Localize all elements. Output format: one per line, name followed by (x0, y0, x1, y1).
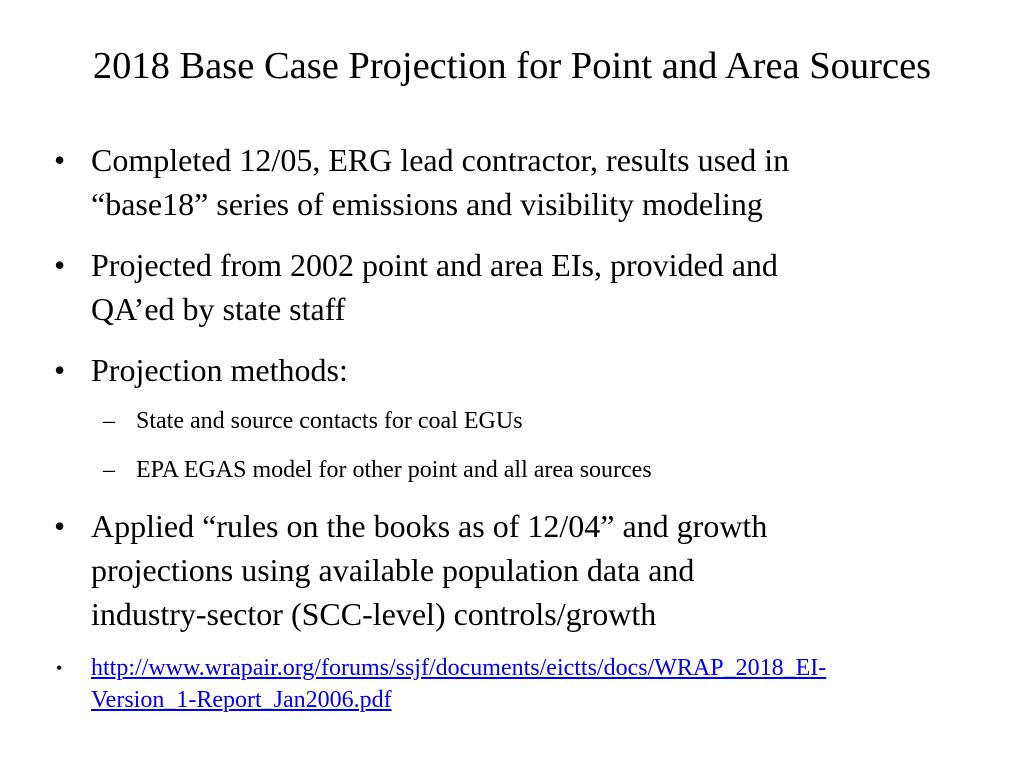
dash-icon: – (103, 408, 115, 434)
bullet-line: Completed 12/05, ERG lead contractor, results used in (91, 142, 790, 178)
bullet-line: QA’ed by state staff (91, 291, 346, 327)
sub-bullet-text: State and source contacts for coal EGUs (136, 408, 523, 434)
report-link-container (91, 652, 991, 716)
bullet-icon: • (54, 247, 66, 283)
bullet-text (91, 504, 981, 636)
bullet-line: projections using available population data and (91, 552, 695, 588)
bullet-icon: • (54, 508, 66, 544)
bullet-line: Projection methods: (91, 352, 348, 388)
report-link[interactable] (91, 655, 826, 713)
report-link-line: http://www.wrapair.org/forums/ssjf/documents/eictts/docs/WRAP_2018_EI- (91, 655, 827, 681)
bullet-icon: • (56, 658, 63, 678)
bullet-text (91, 348, 981, 392)
slide-title: 2018 Base Case Projection for Point and Area Sources (92, 45, 932, 87)
bullet-line: industry-sector (SCC-level) controls/growth (91, 596, 657, 632)
bullet-icon: • (54, 352, 66, 388)
bullet-line: Projected from 2002 point and area EIs, provided and (91, 247, 778, 283)
bullet-icon: • (54, 142, 66, 178)
bullet-text (91, 138, 981, 226)
bullet-line: Applied “rules on the books as of 12/04” and growth (91, 508, 768, 544)
sub-bullet-text: EPA EGAS model for other point and all area sources (136, 457, 652, 483)
report-link-line: Version_1-Report_Jan2006.pdf (91, 687, 392, 713)
bullet-line: “base18” series of emissions and visibility modeling (91, 186, 763, 222)
bullet-text (91, 243, 981, 331)
dash-icon: – (103, 457, 115, 483)
